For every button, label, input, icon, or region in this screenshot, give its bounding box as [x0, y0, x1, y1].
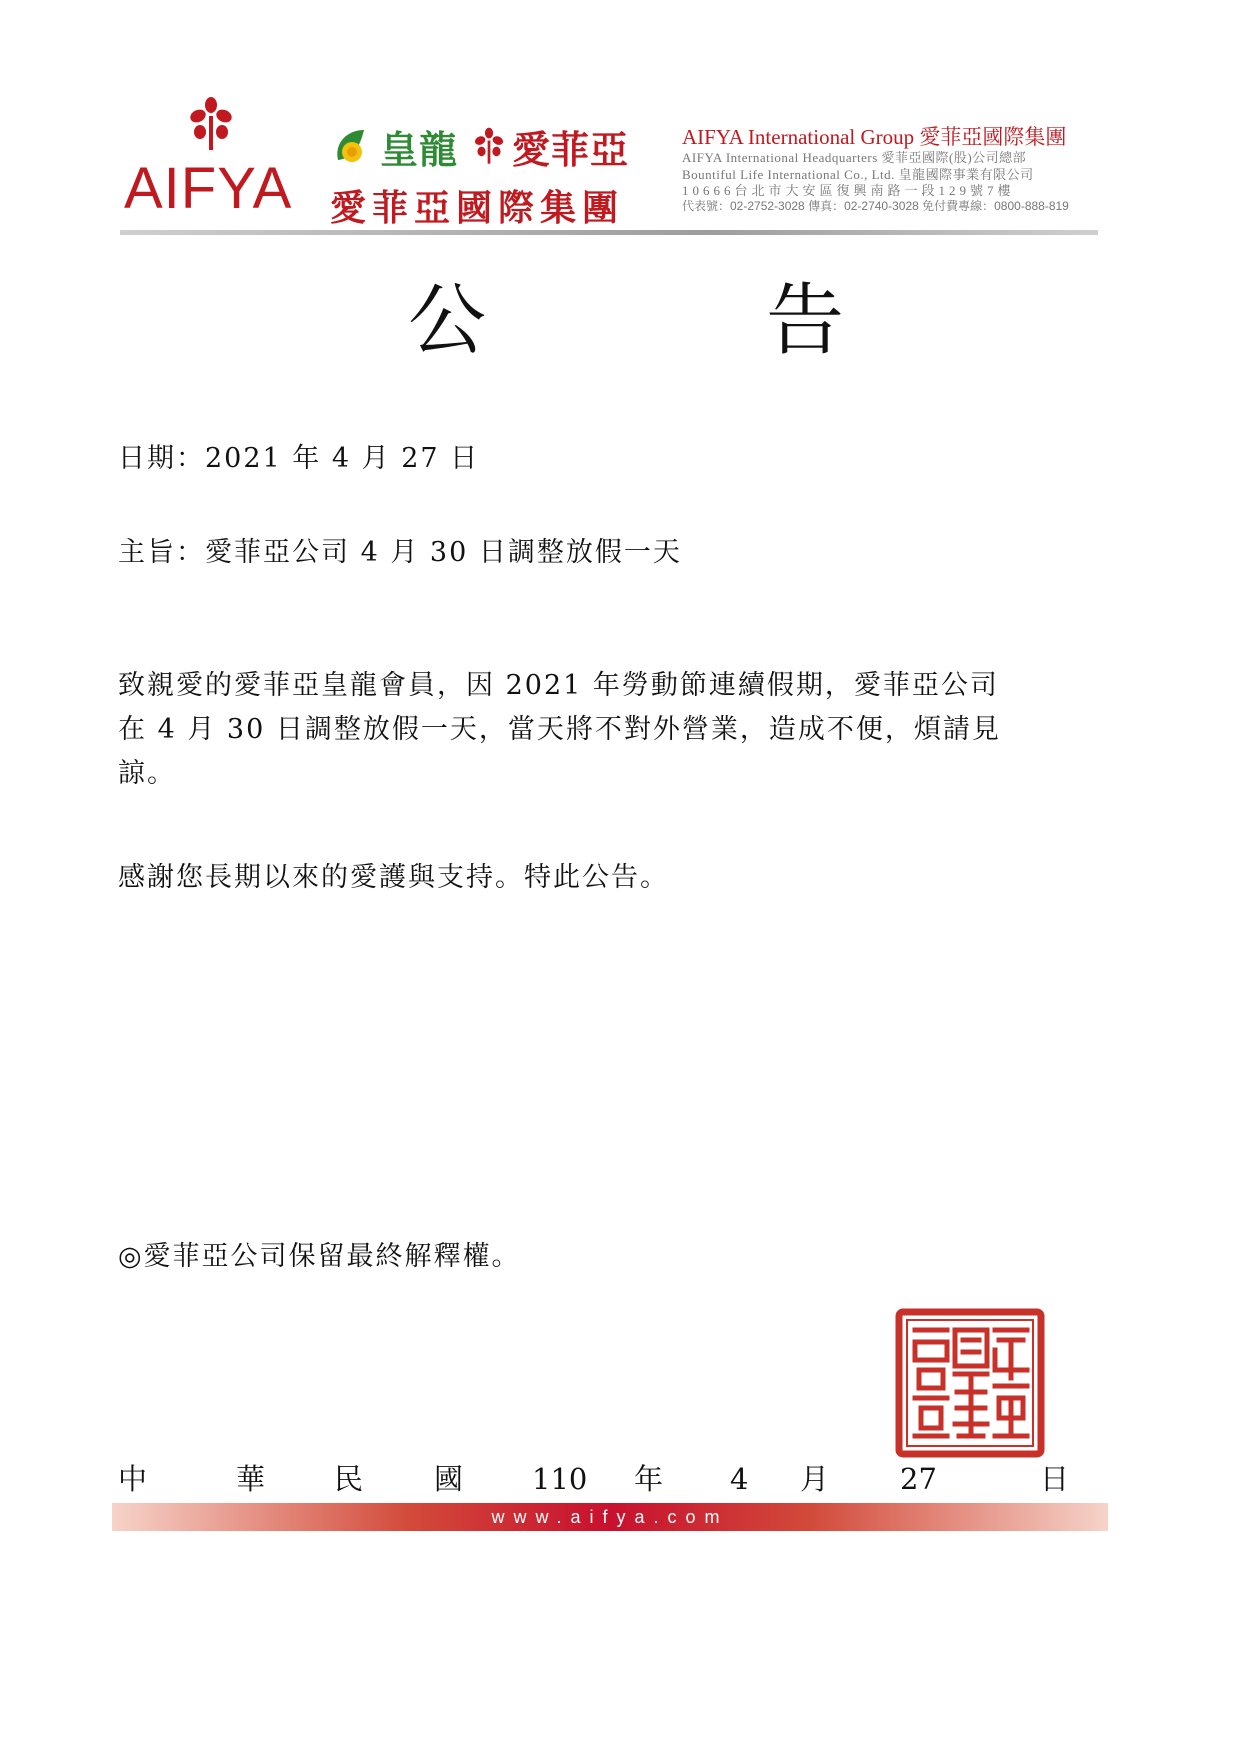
- footer-date-part: 國: [434, 1462, 464, 1496]
- footer-date-part: 中: [118, 1462, 148, 1496]
- footer-date-part: 民: [334, 1462, 364, 1496]
- notice-reserve: ◎愛菲亞公司保留最終解釋權。: [118, 1241, 521, 1272]
- aifeiya-flower-icon: [472, 126, 506, 166]
- notice-date: 日期：2021 年 4 月 27 日: [118, 443, 480, 474]
- company-bountiful-line: Bountiful Life International Co., Ltd. 皇龍國際事業有限公司: [682, 166, 1034, 182]
- company-info-block: [682, 124, 1098, 214]
- brand-huanglong: 皇龍: [380, 127, 459, 172]
- company-hq-line: AIFYA International Headquarters 愛菲亞國際(股)公司總部: [682, 150, 1027, 166]
- company-phones: 代表號：02-2752-3028 傳真：02-2740-3028 免付費專線：0800-888-819: [682, 199, 1069, 213]
- footer-date-year: 110: [532, 1462, 588, 1496]
- company-address: 10666台北市大安區復興南路一段129號7樓: [682, 182, 1015, 198]
- footer-date-part: 月: [800, 1462, 830, 1496]
- brand-group-name: 愛菲亞國際集團: [330, 187, 625, 229]
- notice-body-line: 致親愛的愛菲亞皇龍會員，因 2021 年勞動節連續假期，愛菲亞公司: [118, 670, 999, 701]
- huanglong-leaf-icon: [330, 124, 374, 168]
- notice-body-line: 諒。: [118, 758, 176, 789]
- brand-aifeiya: 愛菲亞: [512, 127, 630, 172]
- footer-date-day: 27: [900, 1462, 937, 1496]
- notice-title-char1: 公: [408, 276, 487, 366]
- notice-body-line: 在 4 月 30 日調整放假一天，當天將不對外營業，造成不便，煩請見: [118, 714, 1001, 745]
- notice-subject: 主旨：愛菲亞公司 4 月 30 日調整放假一天: [118, 537, 682, 568]
- company-group-line: AIFYA International Group 愛菲亞國際集團: [682, 125, 1067, 149]
- company-seal-stamp: [895, 1308, 1045, 1458]
- notice-body: [118, 664, 1098, 796]
- footer-date-part: 日: [1040, 1462, 1070, 1496]
- notice-title-char2: 告: [766, 276, 845, 366]
- footer-date-part: 華: [236, 1462, 266, 1496]
- aifya-logo-wordmark: AIFYA: [124, 156, 293, 221]
- website-url-link[interactable]: www.aifya.com: [491, 1507, 729, 1527]
- notice-thanks: 感謝您長期以來的愛護與支持。特此公告。: [118, 862, 669, 893]
- footer-date-month: 4: [730, 1462, 749, 1496]
- footer-date-part: 年: [634, 1462, 664, 1496]
- brand-logos: [330, 122, 629, 170]
- header-divider: [120, 230, 1098, 235]
- aifya-flower-logo-icon: [186, 96, 236, 152]
